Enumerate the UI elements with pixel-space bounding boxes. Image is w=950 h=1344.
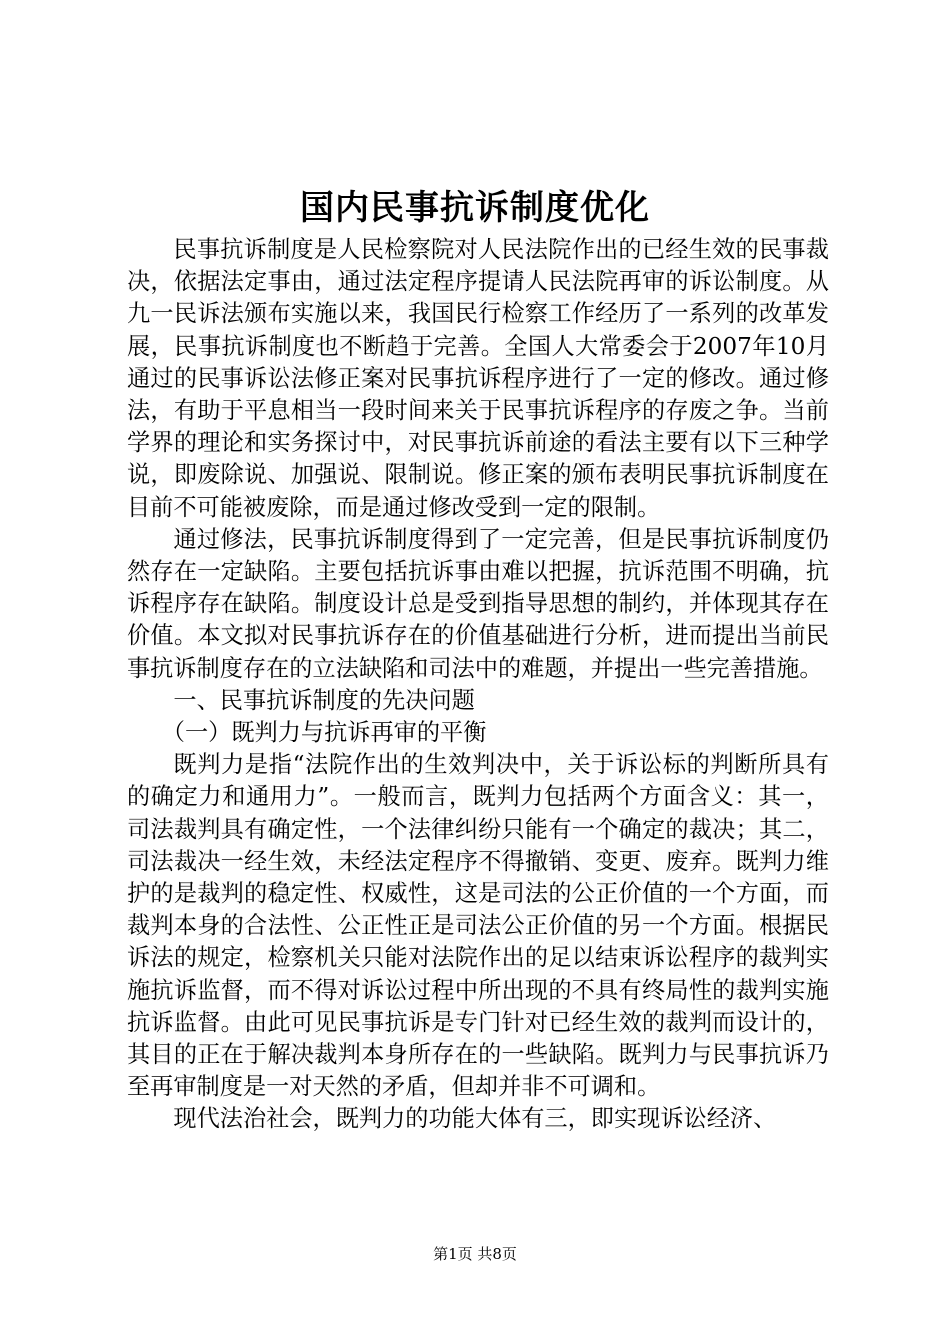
paragraph: 现代法治社会，既判力的功能大体有三，即实现诉讼经济、 — [173, 1105, 777, 1133]
paragraph: 通过修法，民事抗诉制度得到了一定完善，但是民事抗诉制度仍然存在一定缺陷。主要包括抗诉事由难以把握，抗诉范围不明确，抗诉程序存在缺陷。制度设计总是受到指导思想的制约，并体现其存在价值。本文拟对民事抗诉存在的价值基础进行分析，进而提出当前民事抗诉制度存在的立法缺陷和司法中的难题，并提出一些完善措施。 — [127, 525, 829, 682]
paragraph: 既判力是指“法院作出的生效判决中，关于诉讼标的判断所具有的确定力和通用力”。一般而言，既判力包括两个方面含义：其一，司法裁判具有确定性，一个法律纠纷只能有一个确定的裁决；其二，司法裁决一经生效，未经法定程序不得撤销、变更、废弃。既判力维护的是裁判的稳定性、权威性，这是司法的公正价值的一个方面，而裁判本身的合法性、公正性正是司法公正价值的另一个方面。根据民诉法的规定，检察机关只能对法院作出的足以结束诉讼程序的裁判实施抗诉监督，而不得对诉讼过程中所出现的不具有终局性的裁判实施抗诉监督。由此可见民事抗诉是专门针对已经生效的裁判而设计的，其目的正在于解决裁判本身所存在的一些缺陷。既判力与民事抗诉乃至再审制度是一对天然的矛盾，但却并非不可调和。 — [127, 751, 829, 1101]
document-body — [127, 234, 829, 1136]
paragraph: 民事抗诉制度是人民检察院对人民法院作出的已经生效的民事裁决，依据法定事由，通过法定程序提请人民法院再审的诉讼制度。从九一民诉法颁布实施以来，我国民行检察工作经历了一系列的改革发展，民事抗诉制度也不断趋于完善。全国人大常委会于2007年10月通过的民事诉讼法修正案对民事抗诉程序进行了一定的修改。通过修法，有助于平息相当一段时间来关于民事抗诉程序的存废之争。当前学界的理论和实务探讨中，对民事抗诉前途的看法主要有以下三种学说，即废除说、加强说、限制说。修正案的颁布表明民事抗诉制度在目前不可能被废除，而是通过修改受到一定的限制。 — [127, 236, 829, 521]
page-number-footer: 第1页 共8页 — [433, 1245, 517, 1263]
subsection-heading: （一）既判力与抗诉再审的平衡 — [161, 719, 487, 747]
section-heading: 一、民事抗诉制度的先决问题 — [173, 686, 475, 714]
document-title: 国内民事抗诉制度优化 — [300, 188, 650, 228]
